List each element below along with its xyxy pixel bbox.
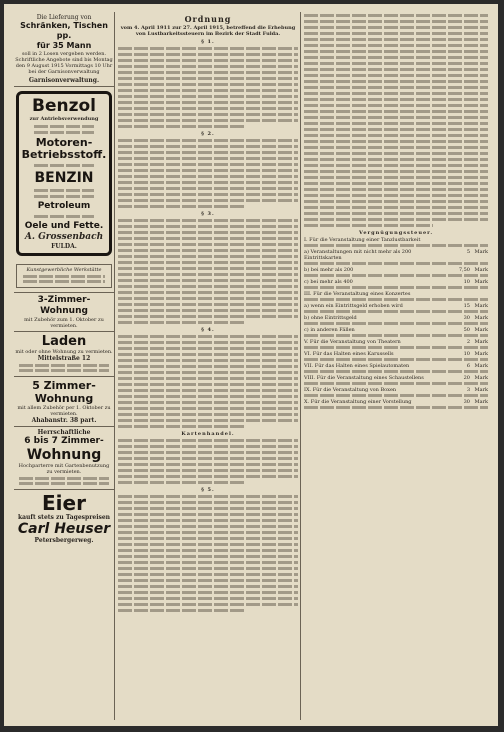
fee-label: VIII. Für die Veranstaltung eines Schaustellens	[304, 375, 424, 381]
fee-value	[448, 237, 470, 243]
text-lines	[34, 195, 94, 198]
text-line	[304, 170, 488, 173]
ad-grossenbach: A. Grossenbach	[24, 232, 104, 242]
text-line	[118, 157, 298, 160]
text-line	[118, 525, 298, 528]
text-line	[118, 401, 298, 404]
text-line	[118, 187, 298, 190]
fee-label: a) Veranstaltungen mit nicht mehr als 200 Eintrittskarten	[304, 249, 412, 261]
fee-unit: Mark	[474, 249, 488, 255]
text-line	[118, 591, 298, 594]
ordinance-column	[118, 12, 301, 720]
fee-unit: Mark	[474, 303, 488, 309]
fee-value: 6	[466, 363, 470, 369]
text-line	[304, 262, 488, 265]
text-line	[118, 495, 298, 498]
text-line	[118, 335, 298, 338]
text-line	[304, 224, 433, 227]
fee-table	[304, 237, 488, 409]
ad-herrschaftlich-text: Hochparterre mit Gartenbenutzung zu vermieten.	[18, 463, 110, 475]
ad-text: soll in 2 Losen vergeben werden. Schriftliche Angebote sind bis Montag den 9 August 1915 Vormittags 10 Uhr bei der Garnisonverwaltung	[15, 51, 113, 75]
fee-value: 50	[463, 327, 470, 333]
fee-value: 15	[463, 303, 470, 309]
ad-fulda: FULDA.	[51, 243, 77, 250]
text-line	[118, 537, 298, 540]
fee-row	[304, 339, 488, 345]
fee-value: 20	[463, 375, 470, 381]
fee-unit	[470, 291, 488, 297]
text-line	[304, 194, 488, 197]
text-line	[304, 74, 488, 77]
ad-line: Die Lieferung von	[36, 14, 92, 21]
fee-row	[304, 237, 488, 243]
text-line	[304, 116, 488, 119]
text-line	[304, 334, 488, 337]
ad-betriebsstoff: Betriebsstoff.	[21, 148, 107, 161]
text-line	[118, 101, 298, 104]
fee-unit: Mark	[474, 363, 488, 369]
fee-value: 5	[466, 249, 470, 255]
text-line	[118, 475, 298, 478]
text-line	[118, 531, 298, 534]
text-lines	[23, 280, 105, 283]
text-line	[118, 83, 298, 86]
ad-eier-street: Petersbergerweg.	[34, 537, 94, 544]
text-line	[304, 122, 488, 125]
text-line	[118, 309, 298, 312]
text-line	[118, 95, 298, 98]
fee-label: c) in anderen Fällen	[304, 327, 355, 333]
fee-unit: Mark	[474, 315, 488, 321]
text-line	[118, 77, 298, 80]
ad-oele: Oele und Fette.	[24, 221, 104, 231]
ad-eier-name: Carl Heuser	[17, 521, 111, 537]
text-line	[118, 231, 298, 234]
text-line	[118, 53, 298, 56]
fee-unit: Mark	[474, 279, 488, 285]
text-line	[304, 20, 488, 23]
section-heading: § 5.	[201, 487, 215, 493]
text-line	[118, 507, 298, 510]
text-line	[304, 394, 488, 397]
text-lines	[19, 482, 109, 485]
advertisement-column	[14, 12, 115, 720]
text-lines	[19, 369, 109, 372]
text-line	[304, 200, 488, 203]
text-lines	[34, 125, 94, 128]
text-line	[304, 56, 488, 59]
text-line	[304, 32, 488, 35]
ad-motoren: Motoren-	[35, 136, 93, 149]
text-line	[118, 573, 298, 576]
ad-5-zimmer-street: Ahabanstr. 38 part.	[31, 417, 97, 424]
text-line	[304, 322, 488, 325]
text-line	[118, 561, 298, 564]
text-line	[118, 567, 298, 570]
text-line	[118, 519, 298, 522]
section-heading: § 1.	[201, 39, 215, 45]
text-line	[118, 199, 298, 202]
ad-3-zimmer	[14, 293, 114, 332]
text-lines	[19, 477, 109, 480]
text-line	[118, 291, 298, 294]
ad-eier-text: kauft stets zu Tagespreisen	[17, 514, 111, 521]
text-line	[118, 297, 298, 300]
text-line	[118, 139, 298, 142]
text-line	[118, 205, 244, 208]
text-line	[118, 107, 298, 110]
ad-benzin: BENZIN	[34, 170, 94, 186]
text-line	[304, 274, 488, 277]
ad-herrschaftlich-title3: Wohnung	[26, 447, 102, 463]
text-line	[118, 175, 298, 178]
section-heading: § 3.	[201, 211, 215, 217]
text-line	[118, 445, 298, 448]
ad-eier-title: Eier	[42, 491, 86, 515]
fee-label: I. Für die Veranstaltung einer Tanzlustbarkeit	[304, 237, 421, 243]
fee-label: VI. Für das Halten eines Karussells	[304, 351, 394, 357]
text-line	[118, 321, 244, 324]
fee-label: V. Für die Veranstaltung von Theatern	[304, 339, 401, 345]
text-line	[118, 579, 298, 582]
fee-value: 2	[466, 339, 470, 345]
ad-laden-text: mit oder ohne Wohnung zu vermieten.	[15, 349, 113, 355]
text-line	[304, 382, 488, 385]
fee-unit: Mark	[474, 267, 488, 273]
text-line	[304, 14, 488, 17]
text-line	[118, 243, 298, 246]
text-line	[304, 298, 488, 301]
text-line	[304, 176, 488, 179]
ad-workshop-text: Kunstgewerbliche Werkstätte	[26, 267, 102, 273]
text-line	[118, 377, 298, 380]
text-line	[118, 145, 298, 148]
text-line	[118, 151, 298, 154]
fee-label: VII. Für das Halten eines Spielautomaten	[304, 363, 410, 369]
ad-title: Schränken, Tischen pp.	[20, 21, 108, 40]
text-line	[118, 181, 298, 184]
text-line	[118, 273, 298, 276]
text-line	[118, 603, 298, 606]
fee-unit: Mark	[474, 399, 488, 405]
text-line	[118, 463, 298, 466]
text-line	[304, 104, 488, 107]
fee-value: 10	[463, 279, 470, 285]
ad-laden	[14, 332, 114, 377]
text-line	[304, 244, 488, 247]
text-line	[118, 413, 298, 416]
text-line	[118, 255, 298, 258]
text-line	[304, 68, 488, 71]
text-line	[118, 163, 298, 166]
fee-value: 30	[463, 399, 470, 405]
text-line	[304, 98, 488, 101]
text-line	[118, 543, 298, 546]
section-heading: § 2.	[201, 131, 215, 137]
text-line	[304, 152, 488, 155]
ad-5-zimmer	[14, 377, 114, 427]
text-line	[118, 407, 298, 410]
ad-laden-street: Mittelstraße 12	[37, 355, 91, 362]
fee-label: b) ohne Eintrittsgeld	[304, 315, 357, 321]
text-line	[118, 457, 298, 460]
text-line	[118, 315, 298, 318]
text-line	[118, 481, 244, 484]
text-line	[118, 65, 298, 68]
text-line	[118, 71, 298, 74]
fee-value	[448, 291, 470, 297]
section-heading: Kartenhandel.	[181, 431, 235, 437]
fee-label: a) wenn ein Eintrittsgeld erhoben wird	[304, 303, 403, 309]
text-line	[118, 365, 298, 368]
fee-unit: Mark	[474, 375, 488, 381]
ad-herrschaftlich-title: Herrschaftliche	[37, 429, 91, 436]
text-lines	[23, 275, 105, 278]
section-heading: § 4.	[201, 327, 215, 333]
text-line	[304, 218, 488, 221]
text-line	[304, 164, 488, 167]
text-line	[304, 80, 488, 83]
text-line	[118, 501, 298, 504]
ad-furniture	[14, 12, 114, 87]
ad-frame	[16, 91, 112, 256]
fee-row	[304, 387, 488, 393]
ad-laden-title: Laden	[41, 334, 87, 349]
ad-workshop	[14, 260, 114, 293]
fee-unit: Mark	[474, 351, 488, 357]
ad-3-zimmer-title: 3-Zimmer-Wohnung	[37, 295, 91, 316]
text-line	[304, 358, 488, 361]
text-line	[304, 134, 488, 137]
text-line	[118, 439, 298, 442]
fee-row	[304, 375, 488, 381]
text-line	[304, 182, 488, 185]
text-line	[118, 347, 298, 350]
text-line	[118, 451, 298, 454]
fee-row	[304, 327, 488, 333]
text-line	[118, 597, 298, 600]
ad-eier	[14, 490, 114, 546]
text-line	[118, 371, 298, 374]
text-line	[304, 50, 488, 53]
text-line	[118, 249, 298, 252]
ad-subtitle: für 35 Mann	[36, 41, 92, 50]
ordinance-subhead: vom 4. April 1911 zur 27. April 1915, betreffend die Erhebung von Lustbarkeitssteuern im Bezirk der Stadt Fulda.	[120, 25, 296, 37]
fee-row	[304, 351, 488, 357]
text-line	[118, 585, 298, 588]
fee-row	[304, 279, 488, 285]
text-line	[118, 513, 298, 516]
ordinance-body	[118, 39, 298, 612]
text-line	[118, 169, 298, 172]
ad-benzol	[14, 87, 114, 260]
ad-herrschaftlich-title2: 6 bis 7 Zimmer-	[24, 436, 104, 446]
fee-value: 30	[463, 315, 470, 321]
fee-unit	[470, 237, 488, 243]
text-line	[118, 89, 298, 92]
text-line	[118, 383, 298, 386]
newspaper-page	[4, 4, 498, 726]
text-line	[304, 128, 488, 131]
text-line	[118, 267, 298, 270]
text-line	[304, 406, 488, 409]
text-line	[118, 219, 298, 222]
text-line	[304, 212, 488, 215]
text-line	[304, 346, 488, 349]
text-line	[304, 140, 488, 143]
text-line	[304, 188, 488, 191]
text-line	[118, 285, 298, 288]
text-line	[118, 119, 298, 122]
fee-label: IX. Für die Veranstaltung von Boxen	[304, 387, 397, 393]
fee-label: X. Für die Veranstaltung einer Vorstellung	[304, 399, 412, 405]
fee-row	[304, 399, 488, 405]
text-line	[304, 62, 488, 65]
ad-herrschaftlich	[14, 427, 114, 490]
text-line	[118, 419, 298, 422]
text-lines	[34, 164, 94, 167]
text-line	[118, 389, 298, 392]
fee-unit: Mark	[474, 327, 488, 333]
fee-row	[304, 303, 488, 309]
fee-value: 3	[466, 387, 470, 393]
ad-sign: Garnisonverwaltung.	[28, 77, 100, 84]
text-line	[304, 370, 488, 373]
text-line	[304, 206, 488, 209]
text-line	[118, 279, 298, 282]
ad-benzol-line: zur Antriebsverwendung	[29, 116, 99, 122]
tariff-intro	[304, 14, 488, 227]
fee-label: b) bei mehr als 200	[304, 267, 354, 273]
text-line	[118, 125, 244, 128]
text-line	[118, 353, 298, 356]
text-line	[304, 286, 488, 289]
text-lines	[34, 189, 94, 192]
fee-row	[304, 315, 488, 321]
text-line	[118, 609, 244, 612]
text-line	[304, 110, 488, 113]
text-line	[304, 158, 488, 161]
text-line	[304, 44, 488, 47]
text-line	[118, 359, 298, 362]
fee-value: 7,50	[458, 267, 470, 273]
fee-row	[304, 249, 488, 261]
fee-label: c) bei mehr als 400	[304, 279, 353, 285]
fee-row	[304, 363, 488, 369]
ad-petroleum: Petroleum	[37, 201, 91, 211]
fee-unit: Mark	[474, 339, 488, 345]
text-line	[118, 341, 298, 344]
tariff-column	[304, 12, 488, 720]
text-line	[304, 86, 488, 89]
text-line	[118, 47, 298, 50]
fee-row	[304, 267, 488, 273]
ordinance-heading: Ordnung	[184, 14, 232, 24]
fee-unit: Mark	[474, 387, 488, 393]
text-line	[118, 225, 298, 228]
tariff-heading: Vergnügungssteuer.	[358, 230, 434, 236]
text-lines	[34, 131, 94, 134]
text-line	[304, 26, 488, 29]
ad-5-zimmer-title: 5 Zimmer-Wohnung	[32, 379, 96, 405]
text-line	[118, 113, 298, 116]
text-line	[118, 237, 298, 240]
text-line	[118, 193, 298, 196]
ad-3-zimmer-text: mit Zubehör zum 1. Oktober zu vermieten.	[24, 317, 104, 329]
text-line	[118, 549, 298, 552]
ad-box	[16, 264, 112, 288]
fee-row	[304, 291, 488, 297]
text-line	[304, 146, 488, 149]
ad-5-zimmer-text: mit allem Zubehör per 1. Oktober zu vermieten.	[17, 405, 111, 417]
text-line	[304, 92, 488, 95]
text-lines	[19, 364, 109, 367]
text-lines	[34, 215, 94, 218]
text-line	[118, 469, 298, 472]
text-line	[118, 59, 298, 62]
text-line	[118, 395, 298, 398]
fee-label: III. Für die Veranstaltung eines Konzertes	[304, 291, 411, 297]
ad-benzol-title: Benzol	[32, 96, 96, 116]
text-line	[118, 555, 298, 558]
text-line	[118, 303, 298, 306]
text-line	[118, 261, 298, 264]
text-line	[304, 310, 488, 313]
fee-value: 10	[463, 351, 470, 357]
text-line	[304, 38, 488, 41]
text-line	[118, 425, 244, 428]
